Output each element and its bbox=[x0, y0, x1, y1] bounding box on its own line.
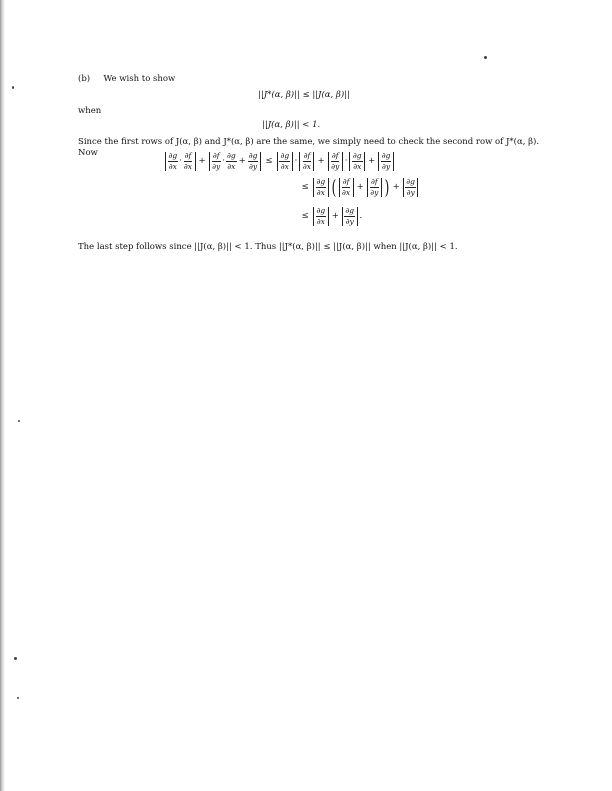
fraction-dg-dx: $\frac{\partial g}{\partial x}$ bbox=[168, 151, 178, 171]
inequality-line-1: $\frac{\partial g}{\partial x}$ · $\frac{\partial f}{\partial x}$ + $\frac{\partial f}{\partial y}$ · $\frac{\partial g}{\partial x}$ + $\frac{\partial g}{\partial y}$ ≤ $\frac{\partial g}{\partial x}$ · $\frac{\partial f}{\partial x}$ + $\frac{\partial f}{\partial y}$ · $\frac{\partial g}{\partial x}$ + $\frac{\partial g}{\partial y}$ bbox=[164, 152, 395, 171]
fraction-df-dx: $\frac{\partial f}{\partial x}$ bbox=[302, 151, 311, 171]
fraction-dg-dx: $\frac{\partial g}{\partial x}$ bbox=[316, 206, 326, 226]
scan-speck bbox=[18, 420, 20, 422]
inequality-line-3: ≤ $\frac{\partial g}{\partial x}$ + $\frac{\partial g}{\partial y}$ . bbox=[301, 206, 363, 226]
fraction-dg-dy: $\frac{\partial g}{\partial y}$ bbox=[381, 151, 391, 171]
when-word: when bbox=[78, 106, 102, 116]
now-word: Now bbox=[78, 148, 98, 158]
part-intro: We wish to show bbox=[103, 74, 176, 84]
abs-sum-fy-gx-gy: $\frac{\partial f}{\partial y}$ · $\frac{\partial g}{\partial x}$ + $\frac{\partial g}{\partial y}$ bbox=[209, 152, 261, 171]
fraction-dg-dx: $\frac{\partial g}{\partial x}$ bbox=[226, 151, 236, 171]
fraction-dg-dy: $\frac{\partial g}{\partial y}$ bbox=[406, 177, 415, 197]
fraction-dg-dx: $\frac{\partial g}{\partial x}$ bbox=[316, 177, 326, 197]
goal-formula: ||J*(α, β)|| ≤ ||J(α, β)|| bbox=[258, 90, 350, 100]
fraction-dg-dy: $\frac{\partial g}{\partial y}$ bbox=[248, 151, 258, 171]
scan-edge bbox=[0, 0, 5, 791]
fraction-df-dy: $\frac{\partial f}{\partial y}$ bbox=[331, 151, 340, 171]
abs-product-gx-fx: $\frac{\partial g}{\partial x}$ · $\frac{\partial f}{\partial x}$ bbox=[165, 152, 196, 171]
scan-speck bbox=[484, 56, 487, 59]
fraction-dg-dx: $\frac{\partial g}{\partial x}$ bbox=[352, 151, 362, 171]
fraction-dg-dy: $\frac{\partial g}{\partial y}$ bbox=[345, 206, 354, 226]
fraction-df-dx: $\frac{\partial f}{\partial x}$ bbox=[183, 151, 192, 171]
scan-speck bbox=[14, 657, 17, 660]
scan-speck bbox=[12, 86, 14, 89]
part-label: (b) bbox=[78, 74, 91, 84]
conclusion-sentence: The last step follows since ||J(α, β)|| < 1. Thus ||J*(α, β)|| ≤ ||J(α, β)|| when ||J(α, β)|| < 1. bbox=[78, 242, 458, 252]
inequality-line-2: ≤ $\frac{\partial g}{\partial x}$ ( $\frac{\partial f}{\partial x}$ + $\frac{\partial f}{\partial y}$ ) + $\frac{\partial g}{\partial y}$ bbox=[298, 178, 419, 197]
condition-formula: ||J(α, β)|| < 1. bbox=[262, 120, 321, 130]
fraction-df-dy: $\frac{\partial f}{\partial y}$ bbox=[370, 177, 379, 197]
fraction-df-dx: $\frac{\partial f}{\partial x}$ bbox=[342, 177, 351, 197]
scan-speck bbox=[17, 697, 19, 699]
fraction-dg-dx: $\frac{\partial g}{\partial x}$ bbox=[280, 151, 290, 171]
fraction-df-dy: $\frac{\partial f}{\partial y}$ bbox=[212, 151, 221, 171]
part-heading bbox=[78, 75, 175, 84]
argument-sentence: Since the first rows of J(α, β) and J*(α, β) are the same, we simply need to check the second row of J*(α, β). bbox=[78, 137, 540, 147]
